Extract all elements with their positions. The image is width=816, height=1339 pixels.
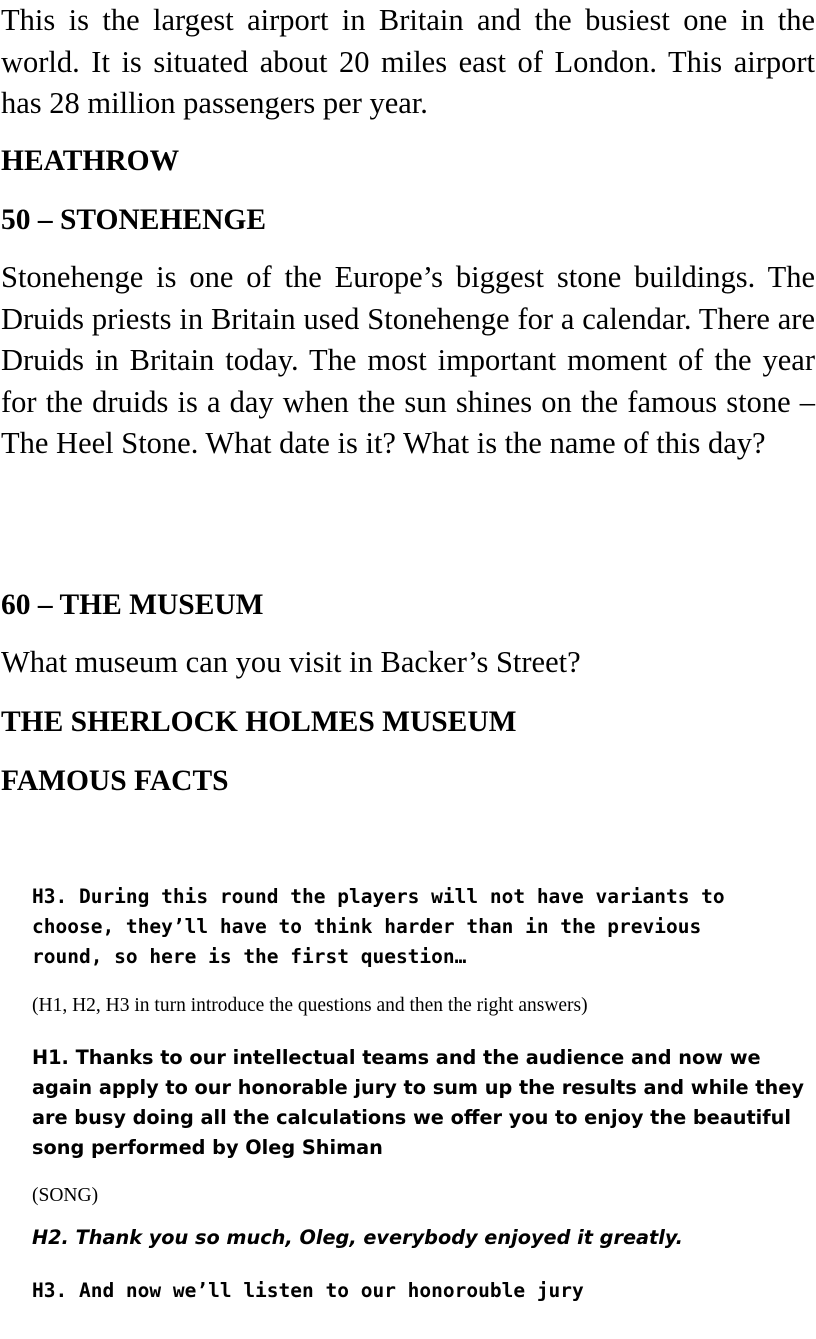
h3-jury-line: H3. And now we’ll listen to our honorouble jury xyxy=(32,1279,584,1302)
h3-intro-line: H3. During this round the players will not have variants to choose, they’ll have to think harder than in the previous round, so here is the first question… xyxy=(32,885,725,968)
section-title: FAMOUS FACTS xyxy=(1,765,229,797)
stage-note: (H1, H2, H3 in turn introduce the questions and then the right answers) xyxy=(32,995,588,1016)
stonehenge-paragraph: Stonehenge is one of the Europe’s biggest stone buildings. The Druids priests in Britain used Stonehenge for a calendar. There are Druids in Britain today. The most important moment of the year for the druids is a day when the sun shines on the famous stone – The Heel Stone. What date is it? What is the name of this day? xyxy=(1,260,815,460)
museum-answer: THE SHERLOCK HOLMES MUSEUM xyxy=(1,706,517,738)
museum-heading: 60 – THE MUSEUM xyxy=(1,589,264,621)
h2-line: H2. Thank you so much, Oleg, everybody enjoyed it greatly. xyxy=(32,1226,683,1249)
airport-paragraph: This is the largest airport in Britain and the busiest one in the world. It is situated about 20 miles east of London. This airport has 28 million passengers per year. xyxy=(1,3,815,120)
museum-question: What museum can you visit in Backer’s Street? xyxy=(1,645,581,679)
h1-line: H1. Thanks to our intellectual teams and the audience and now we again apply to our honorable jury to sum up the results and while they are busy doing all the calculations we offer you to enjoy the beautiful song performed by Oleg Shiman xyxy=(32,1046,804,1159)
song-note: (SONG) xyxy=(32,1185,99,1206)
stonehenge-heading: 50 – STONEHENGE xyxy=(1,204,267,236)
airport-answer: HEATHROW xyxy=(1,145,180,177)
